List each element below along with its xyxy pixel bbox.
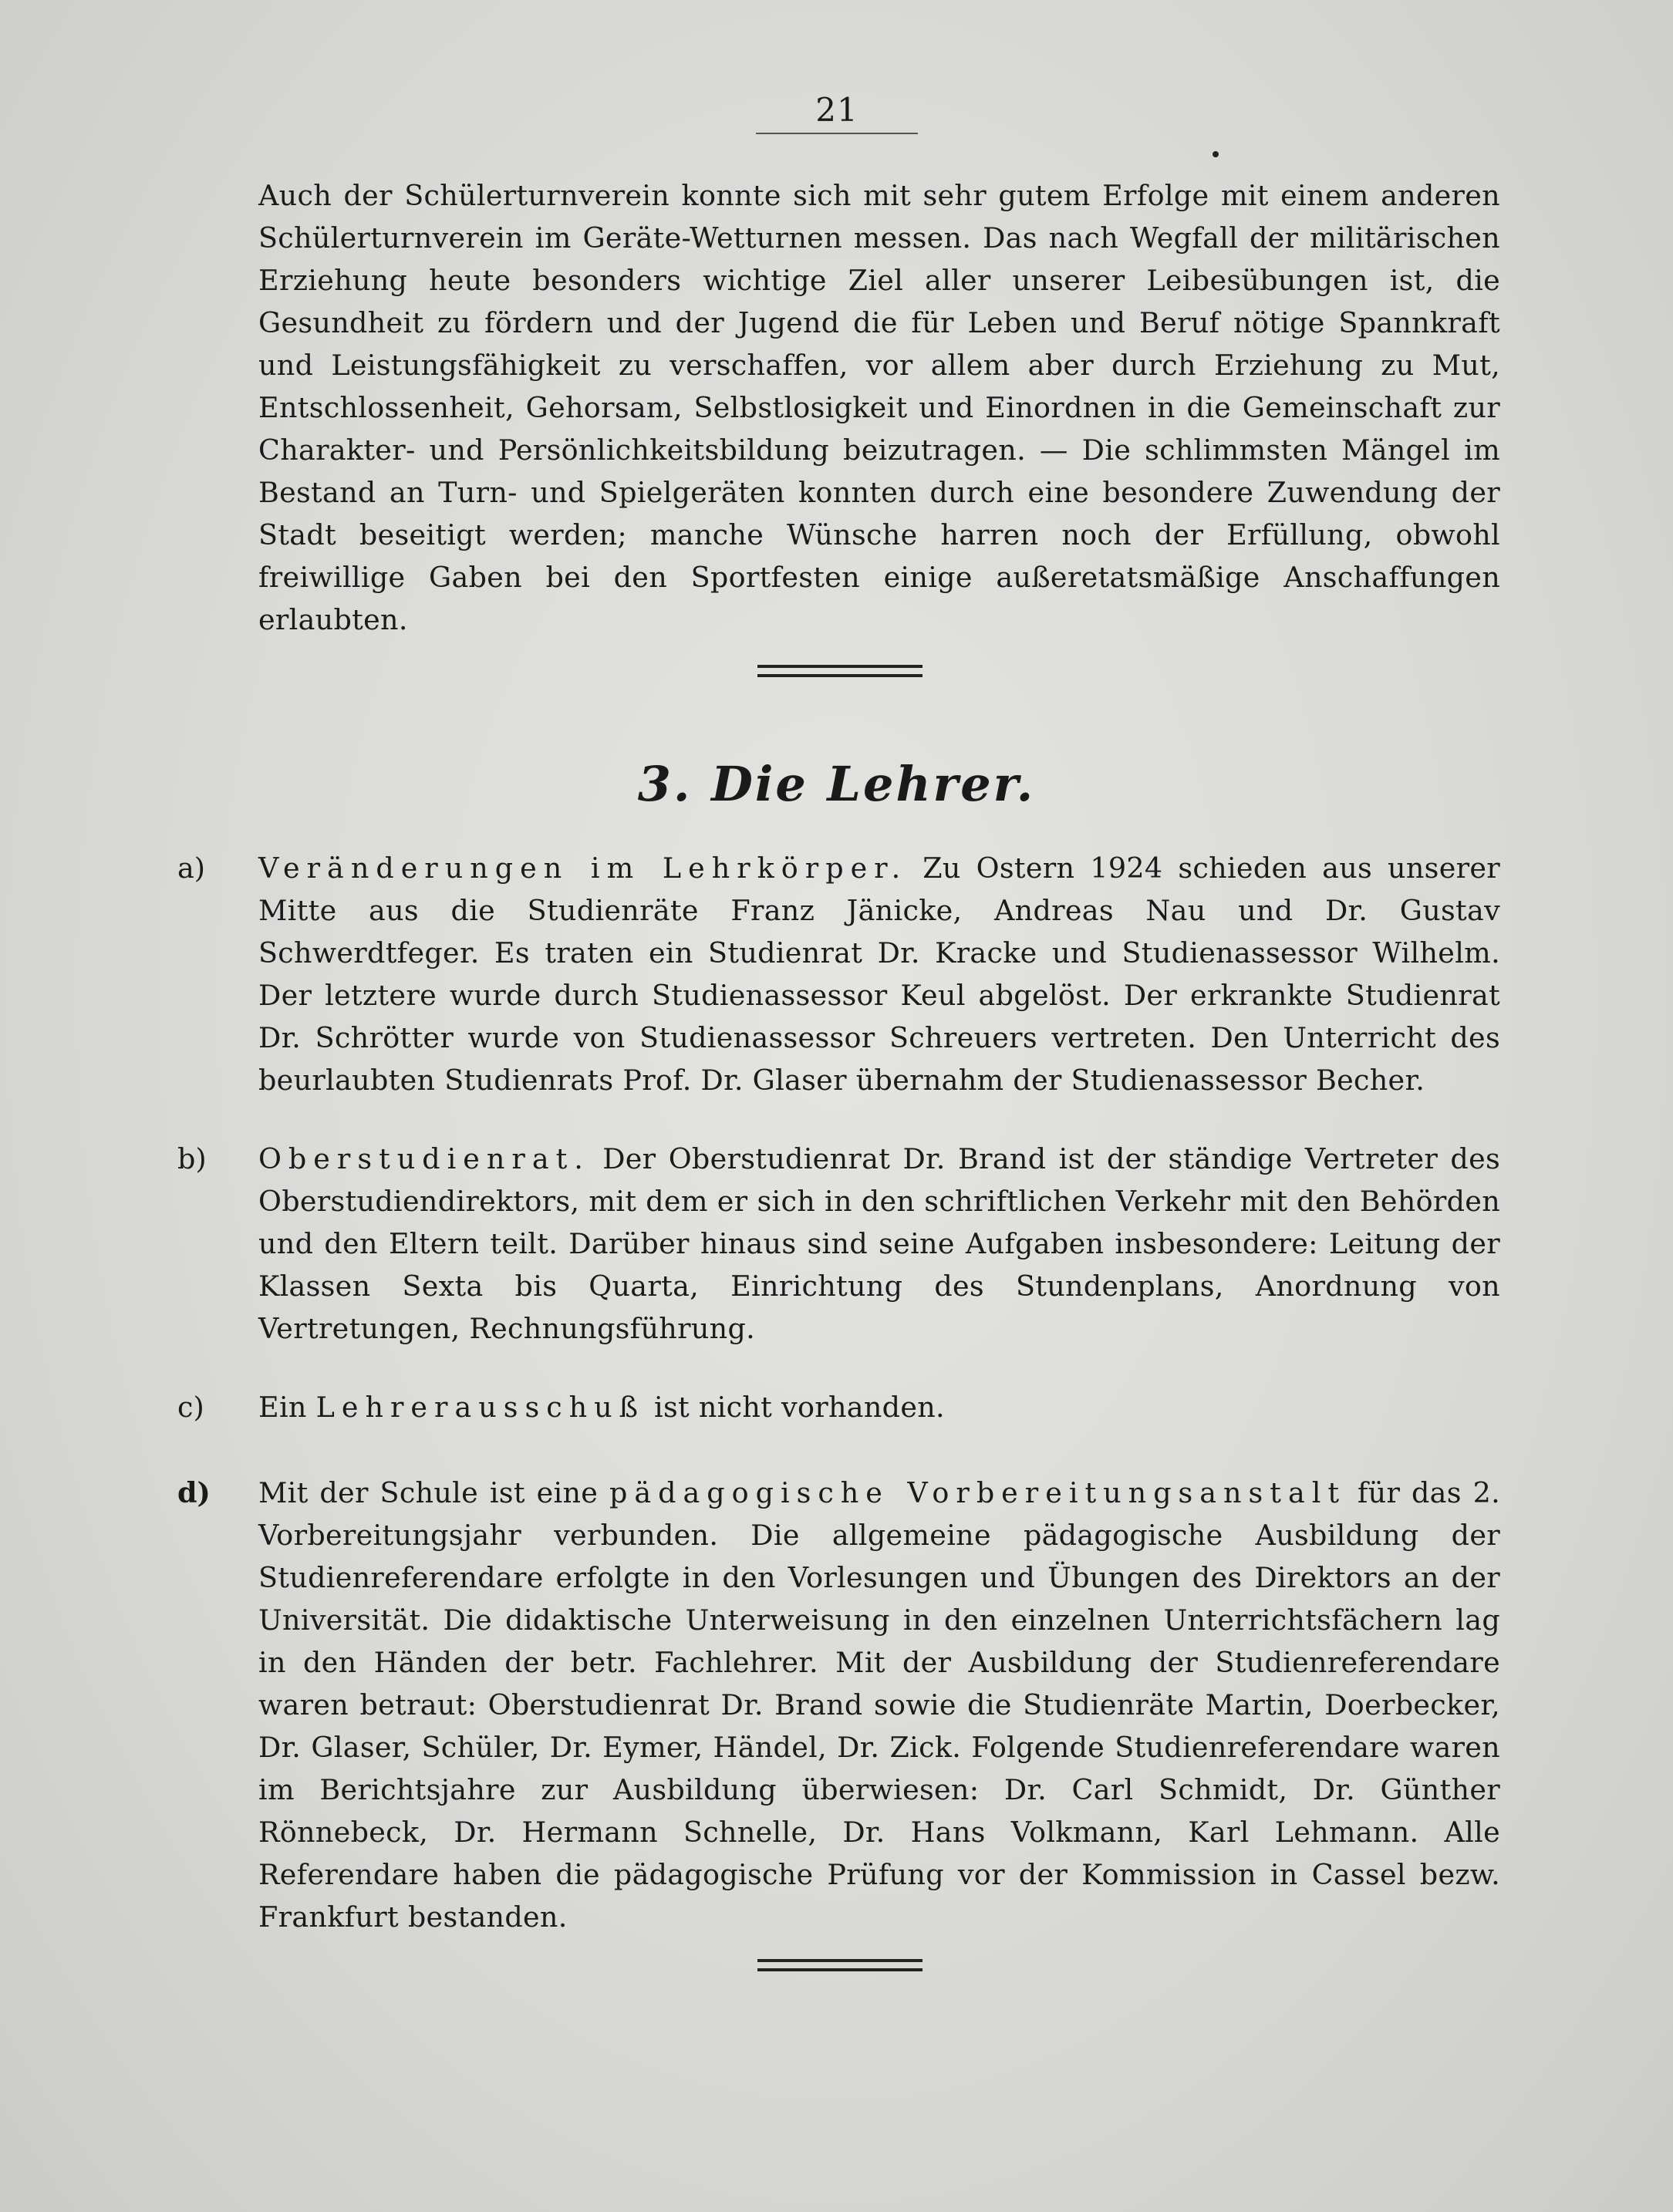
section-divider-top bbox=[757, 665, 923, 677]
item-b-label: b) bbox=[177, 1142, 207, 1175]
section-heading: 3. Die Lehrer. bbox=[637, 756, 1036, 812]
paragraph-sports: Auch der Schülerturnverein konnte sich mit sehr gutem Erfolge mit einem anderen Schülerturnverein im Geräte-Wetturnen messen. Das nach Wegfall der militärischen Erziehung heute besonders wichtige Ziel aller unserer Leibesübungen ist, die Gesundheit zu fördern und der Jugend die für Leben und Beruf nötige Spannkraft und Leistungsfähigkeit zu verschaffen, vor allem aber durch Erziehung zu Mut, Entschlossenheit, Gehorsam, Selbstlosigkeit und Einordnen in die Gemeinschaft zur Charakter- und Persönlichkeitsbildung beizutragen. — Die schlimmsten Mängel im Bestand an Turn- und Spielgeräten konnten durch eine besondere Zuwendung der Stadt beseitigt werden; manche Wünsche harren noch der Erfüllung, obwohl freiwillige Gaben bei den Sportfesten einige außeretatsmäßige Anschaffungen erlaubten. bbox=[258, 179, 1500, 636]
item-b bbox=[177, 1138, 1500, 1350]
item-a-text: Zu Ostern 1924 schieden aus unserer Mitte aus die Studienräte Franz Jänicke, Andreas Nau und Dr. Gustav Schwerdtfeger. Es traten ein Studienrat Dr. Kracke und Studienassessor Wilhelm. Der letztere wurde durch Studienassessor Keul abgelöst. Der erkrankte Studienrat Dr. Schrötter wurde von Studienassessor Schreuers vertreten. Den Unterricht des beurlaubten Studienrats Prof. Dr. Glaser übernahm der Studienassessor Becher. bbox=[258, 851, 1501, 1097]
item-a-title: Veränderungen im Lehrkörper. bbox=[258, 851, 908, 885]
page-number-rule bbox=[756, 133, 918, 134]
item-b-text: Der Oberstudienrat Dr. Brand ist der ständige Vertreter des Oberstudiendirektors, mit dem er sich in den schriftlichen Verkehr mit den Behörden und den Eltern teilt. Darüber hinaus sind seine Aufgaben insbesondere: Leitung der Klassen Sexta bis Quarta, Einrichtung des Stundenplans, Anordnung von Vertretungen, Rechnungsführung. bbox=[258, 1142, 1501, 1345]
section-divider-bottom bbox=[757, 1959, 923, 1971]
print-speck bbox=[1213, 151, 1219, 157]
item-d-prefix: Mit der Schule ist eine bbox=[258, 1476, 599, 1509]
item-c-label: c) bbox=[177, 1391, 204, 1424]
item-c-prefix: Ein bbox=[258, 1391, 307, 1424]
item-d bbox=[177, 1472, 1500, 1938]
item-d-label: d) bbox=[177, 1476, 211, 1509]
item-b-title: Oberstudienrat. bbox=[258, 1142, 590, 1175]
item-d-title: pädagogische Vorbereitungsanstalt bbox=[609, 1476, 1347, 1509]
item-a-label: a) bbox=[177, 851, 206, 885]
item-c-text: ist nicht vorhanden. bbox=[653, 1391, 945, 1424]
page-number: 21 bbox=[815, 91, 858, 129]
item-c bbox=[177, 1386, 1500, 1428]
item-d-text: für das 2. Vorbereitungsjahr verbunden. Die allgemeine pädagogische Ausbildung der Studienreferendare erfolgte in den Vorlesungen und Übungen des Direktors an der Universität. Die didaktische Unterweisung in den einzelnen Unterrichtsfächern lag in den Händen der betr. Fachlehrer. Mit der Ausbildung der Studienreferendare waren betraut: Oberstudienrat Dr. Brand sowie die Studienräte Martin, Doerbecker, Dr. Glaser, Schüler, Dr. Eymer, Händel, Dr. Zick. Folgende Studienreferendare waren im Berichtsjahre zur Ausbildung überwiesen: Dr. Carl Schmidt, Dr. Günther Rönnebeck, Dr. Hermann Schnelle, Dr. Hans Volkmann, Karl Lehmann. Alle Referendare haben die pädagogische Prüfung vor der Kommission in Cassel bezw. Frankfurt bestanden. bbox=[258, 1476, 1500, 1934]
item-a bbox=[177, 847, 1500, 1101]
item-c-title: Lehrerausschuß bbox=[315, 1391, 646, 1424]
